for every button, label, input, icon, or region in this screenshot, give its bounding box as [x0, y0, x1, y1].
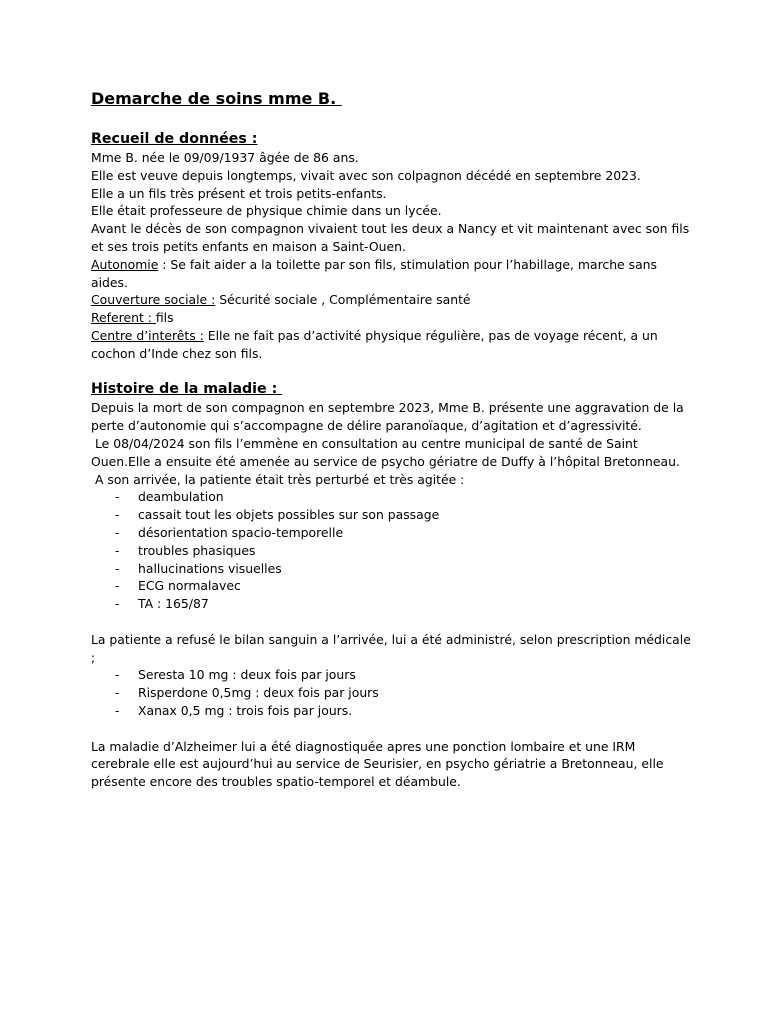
list-item: - ECG normalavec: [91, 577, 691, 595]
histoire-para-onset: Depuis la mort de son compagnon en septembre 2023, Mme B. présente une aggravation de la perte d’autonomie qui s’accompagne de délire paranoïaque, d’agitation et d’agressivité.: [91, 400, 684, 434]
document-page: [91, 88, 691, 791]
list-item: - Seresta 10 mg : deux fois par jours: [91, 666, 691, 684]
document-title: Demarche de soins mme B.: [91, 89, 342, 108]
list-item: - cassait tout les objets possibles sur son passage: [91, 506, 691, 524]
autonomie-line: [91, 256, 691, 292]
couverture-label: Couverture sociale :: [91, 292, 216, 308]
list-item: - Risperdone 0,5mg : deux fois par jours: [91, 684, 691, 702]
list-item: - Xanax 0,5 mg : trois fois par jours.: [91, 702, 691, 720]
couverture-text: Sécurité sociale , Complémentaire santé: [215, 292, 471, 308]
referent-text: fils: [155, 310, 174, 326]
centre-text: Elle ne fait pas d’activité physique régulière, pas de voyage récent, a un cochon d’Inde chez son fils.: [91, 327, 658, 361]
recueil-section: [91, 130, 691, 363]
list-item: - hallucinations visuelles: [91, 560, 691, 578]
referent-label: Referent :: [91, 310, 156, 326]
medication-list: [91, 666, 691, 719]
list-item: - désorientation spacio-temporelle: [91, 524, 691, 542]
list-item: - troubles phasiques: [91, 542, 691, 560]
histoire-para-arrival: A son arrivée, la patiente était très perturbé et très agitée :: [91, 471, 465, 487]
histoire-para-diagnosis: La maladie d’Alzheimer lui a été diagnostiquée apres une ponction lombaire et une IRM cerebrale elle est aujourd’hui au service de Seurisier, en psycho gériatrie a Bretonneau, elle présente encore des troubles spatio-temporel et déambule.: [91, 738, 664, 790]
referent-line: [91, 309, 691, 327]
recueil-line-profession: Elle était professeure de physique chimie dans un lycée.: [91, 203, 442, 219]
symptom-list: [91, 488, 691, 613]
list-item: - deambulation: [91, 488, 691, 506]
recueil-line-widow: Elle est veuve depuis longtemps, vivait avec son colpagnon décédé en septembre 2023.: [91, 167, 641, 183]
histoire-para-consultation: Le 08/04/2024 son fils l’emmène en consultation au centre municipal de santé de Saint Ouen.Elle a ensuite été amenée au service de psycho gériatre de Duffy à l’hôpital Bretonneau.: [91, 435, 680, 469]
centre-label: Centre d’interêts :: [91, 327, 204, 343]
autonomie-label: Autonomie: [91, 256, 159, 272]
recueil-line-family: Elle a un fils très présent et trois petits-enfants.: [91, 185, 387, 201]
recueil-line-birth: Mme B. née le 09/09/1937 âgée de 86 ans.: [91, 150, 359, 165]
histoire-heading: Histoire de la maladie :: [91, 381, 283, 398]
recueil-heading: Recueil de données :: [91, 131, 258, 147]
spacer: [91, 720, 691, 738]
spacer: [91, 613, 691, 631]
histoire-para-treatment: La patiente a refusé le bilan sanguin a l’arrivée, lui a été administré, selon prescription médicale ;: [91, 631, 691, 665]
histoire-section: [91, 380, 691, 791]
list-item: - TA : 165/87: [91, 595, 691, 613]
centre-line: [91, 327, 691, 363]
autonomie-text: : Se fait aider a la toilette par son fils, stimulation pour l’habillage, marche sans aides.: [91, 256, 657, 290]
recueil-line-residence: Avant le décès de son compagnon vivaient tout les deux a Nancy et vit maintenant avec son fils et ses trois petits enfants en maison a Saint-Ouen.: [91, 221, 690, 254]
spacer: [91, 363, 691, 381]
couverture-line: [91, 291, 691, 309]
